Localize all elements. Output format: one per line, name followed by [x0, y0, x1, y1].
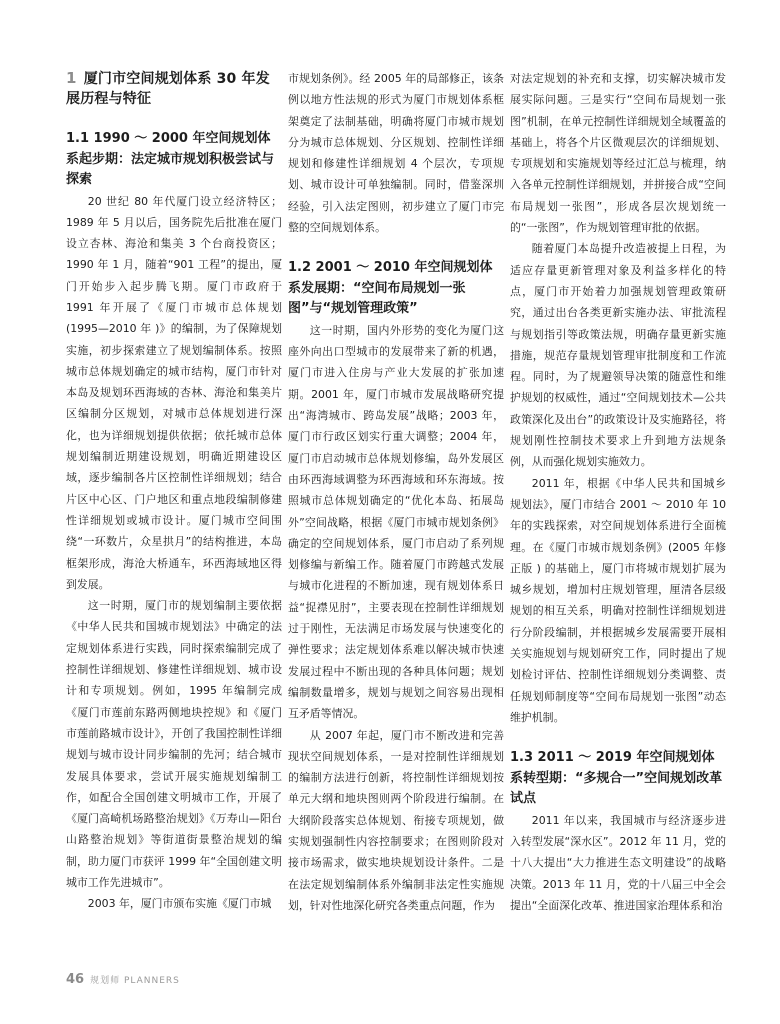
section-1-1-paragraph-1: 20 世纪 80 年代厦门设立经济特区；1989 年 5 月以后，国务院先后批准在厦门设立杏林、海沧和集美 3 个台商投资区；1990 年 1 月，随着“901 工程”的提出，厦门开始步入起步腾飞期。厦门市政府于 1991 年开展了《厦门市城市总体规划 (1995—2010 年 )》的编制，为了保障规划实施，初步探索建立了规划编制体系。按照城市总体规划确定的城市结构，厦门市针对本岛及规划环西海域的杏林、海沧和集美片区编制分区规划，对城市总体规划进行深化，也为详细规划提供依据；依托城市总体规划编制近期建设规划，明确近期建设区域，逐步编制各片区控制性详细规划；结合片区中心区、门户地区和重点地段编制修建性详细规划或城市设计。厦门城市空间围绕“一环数片，众星拱月”的结构推进，本岛框架形成，海沧大桥通车，环西海域地区得到发展。: [66, 194, 282, 591]
section-1-3-paragraph-1: 2011 年以来，我国城市与经济逐步进入转型发展“深水区”。2012 年 11 月，党的十八大提出“大力推进生态文明建设”的战略决策。2013 年 11 月，党的十八届三中全会提出“全面深化改革、推进国家治理体系和治: [510, 813, 726, 912]
column-left: [66, 68, 282, 915]
section-1-2-paragraph-4: 2011 年，根据《中华人民共和国城乡规划法》，厦门市结合 2001 ～ 2010 年 10 年的实践探索，对空间规划体系进行全面梳理。在《厦门市城市规划条例》(2005 年修正版 ) 的基础上，厦门市将城市规划扩展为城乡规划，增加村庄规划管理，厘清各层级规划的相互关系，明确对控制性详细规划进行分阶段编制，并根据城乡发展需要开展相关实施规划与规划研究工作，同时提出了规划检讨评估、控制性详细规划分类调整、责任规划师制度等“空间布局规划一张图”动态维护机制。: [510, 476, 726, 724]
section-1-number: 1: [66, 69, 77, 87]
section-1-2-paragraph-2-continued: 对法定规划的补充和支撑，切实解决城市发展实际问题。三是实行“空间布局规划一张图”机制，在单元控制性详细规划全域覆盖的基础上，将各个片区微观层次的详细规划、专项规划和实施规划等经过汇总与梳理，纳入各单元控制性详细规划，并拼接合成“空间布局规划一张图”，形成各层次规划统一的“一张图”，作为规划管理审批的依据。: [510, 72, 726, 235]
section-1-2-paragraph-2: 从 2007 年起，厦门市不断改进和完善现状空间规划体系，一是对控制性详细规划的编制方法进行创新，将控制性详细规划按单元大纲和地块图则两个阶段进行编制。在大纲阶段落实总体规划、衔接专项规划，做实规划强制性内容控制要求；在图则阶段对接市场需求，做实地块规划设计条件。二是在法定规划编制体系外编制非法定性实施规划，针对性地深化研究各类重点问题，作为: [288, 728, 504, 912]
section-spacer: [288, 238, 504, 258]
page-footer: [66, 972, 180, 987]
section-1-2-paragraph-1: 这一时期，国内外形势的变化为厦门这座外向出口型城市的发展带来了新的机遇，厦门市进入住房与产业大发展的扩张加速期。2001 年，厦门市城市发展战略研究提出“海湾城市、跨岛发展”战略；2003 年，厦门市行政区划实行重大调整；2004 年，厦门市启动城市总体规划修编，岛外发展区由环西海域调整为环西海域和环东海域。按照城市总体规划确定的“优化本岛、拓展岛外”空间战略，根据《厦门市城市规划条例》确定的空间规划体系，厦门市启动了系列规划修编与新编工作。随着厦门市跨越式发展与城市化进程的不断加速，现有规划体系日益“捉襟见肘”，主要表现在控制性详细规划过于刚性，无法满足市场发展与快速变化的弹性要求；法定规划体系难以解决城市快速发展过程中不断出现的各种具体问题；规划编制数量增多，规划与规划之间容易出现相互矛盾等情况。: [288, 323, 504, 721]
column-right: [510, 68, 726, 916]
section-1-title: 厦门市空间规划体系 30 年发展历程与特征: [66, 71, 270, 107]
column-middle: [288, 68, 504, 916]
section-1-2-heading: 1.2 2001 ～ 2010 年空间规划体系发展期：“空间布局规划一张图”与“规划管理政策”: [288, 260, 493, 317]
section-spacer: [510, 728, 726, 748]
page-number: 46: [66, 972, 85, 987]
section-1-1-paragraph-3-continued: 市规划条例》。经 2005 年的局部修正，该条例以地方性法规的形式为厦门市规划体系框架奠定了法制基础，明确将厦门市城市规划分为城市总体规划、分区规划、控制性详细规划和修建性详细规划 4 个层次，专项规划、城市设计可单独编制。同时，借鉴深圳经验，引入法定图则，初步建立了厦门市完整的空间规划体系。: [288, 72, 504, 235]
section-1-1-paragraph-2: 这一时期，厦门市的规划编制主要依据《中华人民共和国城市规划法》中确定的法定规划体系进行实践，同时探索编制完成了控制性详细规划、修建性详细规划、城市设计和专项规划。例如，1995 年编制完成《厦门市莲前东路两侧地块控规》和《厦门市莲前路城市设计》，开创了我国控制性详细规划与城市设计同步编制的先河；结合城市发展具体要求，尝试开展实施规划编制工作，如配合全国创建文明城市工作，开展了《厦门高崎机场路整治规划》《万寿山—阳台山路整治规划》等街道街景整治规划的编制，助力厦门市获评 1999 年“全国创建文明城市工作先进城市”。: [66, 599, 282, 889]
section-1-3-heading: 1.3 2011 ～ 2019 年空间规划体系转型期：“多规合一”空间规划改革试点: [510, 750, 723, 807]
section-1-heading: [66, 68, 282, 109]
journal-name: 规划师 PLANNERS: [90, 976, 180, 986]
section-1-2-paragraph-3: 随着厦门本岛提升改造被提上日程，为适应存量更新管理对象及利益多样化的特点，厦门市开始着力加强规划管理政策研究，通过出台各类更新实施办法、审批流程与规划指引等政策法规，明确存量更新实施措施，规范存量规划管理审批制度和工作流程。同时，为了规避领导决策的随意性和维护规划的权威性，通过“空间规划技术—公共政策深化及出台”的政策设计及实施路径，将规划刚性控制技术要求上升到地方法规条例，从而强化规划实施效力。: [510, 242, 726, 469]
section-1-1-paragraph-3: 2003 年，厦门市颁布实施《厦门市城: [87, 897, 272, 911]
section-1-1-heading: 1.1 1990 ～ 2000 年空间规划体系起步期：法定城市规划积极尝试与探索: [66, 131, 275, 187]
